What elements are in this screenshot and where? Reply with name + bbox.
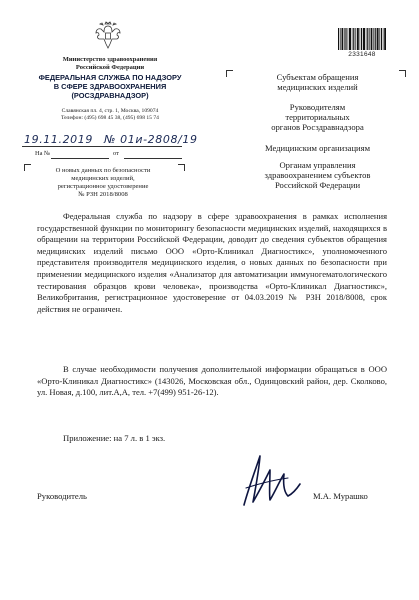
- subject: [28, 167, 178, 199]
- signature: [226, 450, 306, 510]
- agency-line: ФЕДЕРАЛЬНАЯ СЛУЖБА ПО НАДЗОРУ: [38, 73, 182, 82]
- date-underline: [22, 146, 182, 147]
- recipient: Органам управления здравоохранением субъектов Российской Федерации: [264, 160, 371, 190]
- barcode: [338, 28, 386, 50]
- subject-line: медицинских изделий,: [71, 175, 135, 182]
- handwritten-date: 19.11.2019: [24, 133, 93, 146]
- signatory-role: Руководитель: [37, 491, 87, 501]
- body-paragraph: Федеральная служба по надзору в сфере здравоохранения в рамках исполнения государственной функции по мониторингу безопасности медицинских изделий, находящихся в обращении на территории Российской Федерации, доводит до сведения субъектов обращения медицинских изделий письмо ООО «Орто-Клиникал Диагностикс», уполномоченного представителя производителя медицинского изделия, о новых данных по безопасности при применении медицинского изделия «Анализатор для автоматизации иммуногематологического тестирования образцов крови человека», производства «Орто-Клиникал Диагностикс», Великобритания, регистрационное удостоверение от 04.03.2019 № РЗН 2018/8008, срок действия не ограничен.: [37, 211, 387, 314]
- reference-date-line: [124, 158, 182, 159]
- subject-line: № РЗН 2018/8008: [78, 191, 128, 198]
- attachment-note: Приложение: на 7 л. в 1 экз.: [63, 433, 166, 443]
- agency-line: В СФЕРЕ ЗДРАВООХРАНЕНИЯ: [53, 82, 167, 91]
- body-paragraph: В случае необходимости получения дополнительной информации обращаться в ООО «Орто-Клиникал Диагностикс» (143026, Московская обл., Одинцовский район, дер. Сколково, ул. Новая, д.100, лит.А,А, тел. +7(499) 951-26-12).: [37, 364, 387, 398]
- barcode-number: 2331648: [348, 51, 376, 58]
- ministry-name: Министерство здравоохранения Российской Федерации: [62, 56, 158, 71]
- address-line: Телефон: (495) 698 45 38, (495) 698 15 74: [61, 115, 159, 121]
- address-line: Славянская пл. 4, стр. 1, Москва, 109074: [61, 108, 159, 114]
- recipient: Медицинским организациям: [264, 143, 371, 153]
- subject-line: О новых данных по безопасности: [55, 167, 151, 174]
- recipient: Руководителям территориальных органов Росздравнадзора: [271, 102, 364, 132]
- reference-number-line: [51, 158, 109, 159]
- handwritten-number: № 01и-2808/19: [104, 133, 198, 146]
- agency-address: [20, 108, 200, 122]
- subject-line: регистрационное удостоверение: [57, 183, 149, 190]
- recipient-corner-right: [399, 70, 406, 77]
- agency-name: [20, 73, 200, 100]
- reference-date-label: от: [113, 150, 119, 157]
- reference-number-label: На №: [35, 150, 51, 157]
- emblem-icon: [93, 20, 123, 52]
- subject-corner-right: [178, 164, 185, 171]
- recipient: Субъектам обращения медицинских изделий: [276, 72, 359, 92]
- agency-line: (РОСЗДРАВНАДЗОР): [71, 91, 149, 100]
- signatory-name: М.А. Мурашко: [313, 491, 368, 501]
- recipient-corner-left: [226, 70, 233, 77]
